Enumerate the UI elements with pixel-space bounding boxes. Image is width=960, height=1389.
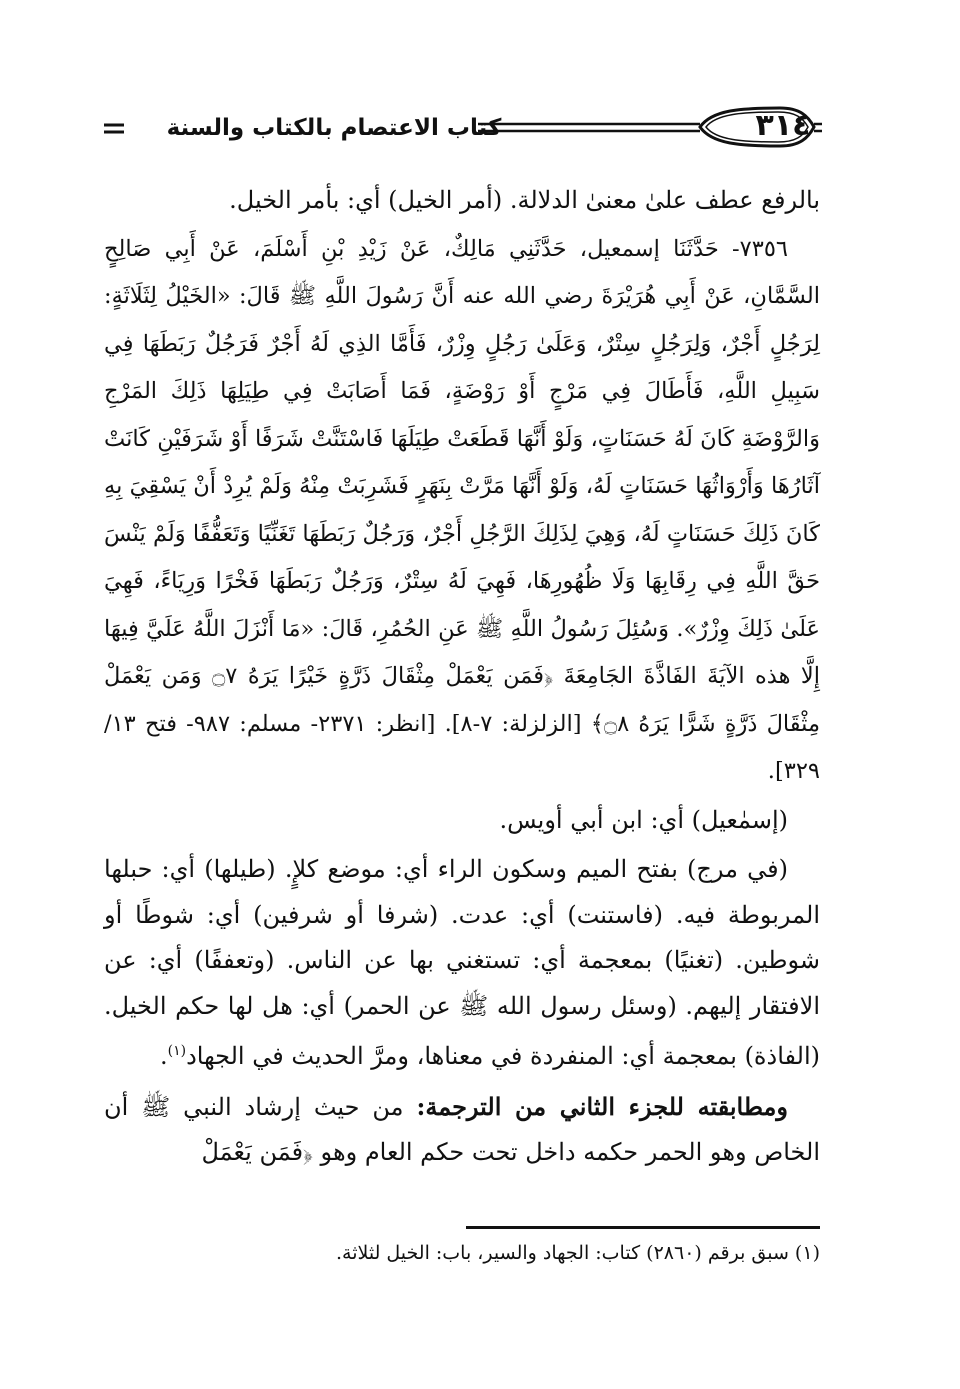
footnote-divider (466, 1226, 820, 1229)
footnote-text: (١) سبق برقم (٢٨٦٠) كتاب: الجهاد والسير، باب: الخيل لثلاثة. (335, 1242, 820, 1264)
commentary-isma-il: (إسمٰعيل) أي: ابن أبي أويس. (499, 805, 788, 834)
commentary-conformity (104, 1084, 820, 1176)
commentary-vocabulary-text: (في مرج) بفتح الميم وسكون الراء أي: موضع كلإٍ. (طيلها) أي: حبلها المربوطة فيه. (فاستنت) أي: عدت. (شرفا أو شرفين) أي: شوطًا أو شوطين. (تغنيًا) بمعجمة أي: تستغني بها عن الناس. (وتعففًا) أي: عن الافتقار إليهم. (وسئل رسول الله ﷺ عن الحمر) أي: هل لها حكم الخيل. (الفاذة) بمعجمة أي: المنفردة في معناها، ومرَّ الحديث في الجهاد (104, 855, 820, 1070)
footnote-reference: (١) (167, 1043, 187, 1059)
page-body (104, 178, 820, 1176)
paragraph-continuation: بالرفع عطف علىٰ معنىٰ الدلالة. (أمر الخيل) أي: بأمر الخيل. (229, 186, 820, 214)
page-header (100, 98, 822, 160)
conformity-heading: ومطابقته للجزء الثاني من الترجمة: (416, 1091, 788, 1121)
conformity-text: من حيث إرشاد النبي ﷺ أن الخاص وهو الحمر حكمه داخل تحت حكم العام وهو ﴿فَمَن يَعْمَلْ (104, 1092, 820, 1166)
book-title: كتاب الاعتصام بالكتاب والسنة (166, 115, 502, 141)
sentence-end: . (159, 1042, 168, 1070)
commentary-vocabulary (104, 847, 820, 1080)
page-number: ٣١٤ (755, 108, 811, 143)
hadith-text: ٧٣٥٦- حَدَّثَنَا إسمعيل، حَدَّثَنِي مَالِكٌ، عَنْ زَيْدِ بْنِ أَسْلَمَ، عَنْ أَبِي صَالِحٍ السَّمَّانِ، عَنْ أَبِي هُرَيْرَةَ رضي الله عنه أَنَّ رَسُولَ اللَّهِ ﷺ قَالَ: «الخَيْلُ لِثَلَاثَةٍ: لِرَجُلٍ أَجْرٌ، وَلِرَجُلٍ سِتْرٌ، وَعَلَىٰ رَجُلٍ وِزْرٌ، فَأَمَّا الذِي لَهُ أَجْرٌ فَرَجُلٌ رَبَطَهَا فِي سَبِيلِ اللَّهِ، فَأَطَالَ فِي مَرْجٍ أَوْ رَوْضَةٍ، فَمَا أَصَابَتْ فِي طِيَلِهَا ذَلِكَ المَرْجِ وَالرَّوْضَةِ كَانَ لَهُ حَسَنَاتٍ، وَلَوْ أَنَّهَا قَطَعَتْ طِيَلَهَا فَاسْتَنَّتْ شَرَفًا أَوْ شَرَفَيْنِ كَانَتْ آثَارُهَا وَأَرْوَاثُهَا حَسَنَاتٍ لَهُ، وَلَوْ أَنَّهَا مَرَّتْ بِنَهَرٍ فَشَرِبَتْ مِنْهُ وَلَمْ يُرِدْ أَنْ يَسْقِيَ بِهِ كَانَ ذَلِكَ حَسَنَاتٍ لَهُ، وَهِيَ لِذَلِكَ الرَّجُلِ أَجْرٌ، وَرَجُلٌ رَبَطَهَا تَغَنِّيًا وَتَعَفُّفًا وَلَمْ يَنْسَ حَقَّ اللَّهِ فِي رِقَابِهَا وَلَا ظُهُورِهَا، فَهِيَ لَهُ سِتْرٌ، وَرَجُلٌ رَبَطَهَا فَخْرًا وَرِيَاءً، فَهِيَ عَلَىٰ ذَلِكَ وِزْرٌ». وَسُئِلَ رَسُولُ اللَّهِ ﷺ عَنِ الحُمُرِ، قَالَ: «مَا أَنْزَلَ اللَّهُ عَلَيَّ فِيهَا إِلَّا هذه الآيَةَ الفَاذَّةَ الجَامِعَةَ ﴿فَمَن يَعْمَلْ مِثْقَالَ ذَرَّةٍ خَيْرًا يَرَهُ ۝٧ وَمَن يَعْمَلْ مِثْقَالَ ذَرَّةٍ شَرًّا يَرَهُ ۝٨﴾ [الزلزلة: ٧-٨]. [انظر: ٢٣٧١- مسلم: ٩٨٧- فتح ١٣/ ٣٢٩]. (104, 235, 820, 784)
